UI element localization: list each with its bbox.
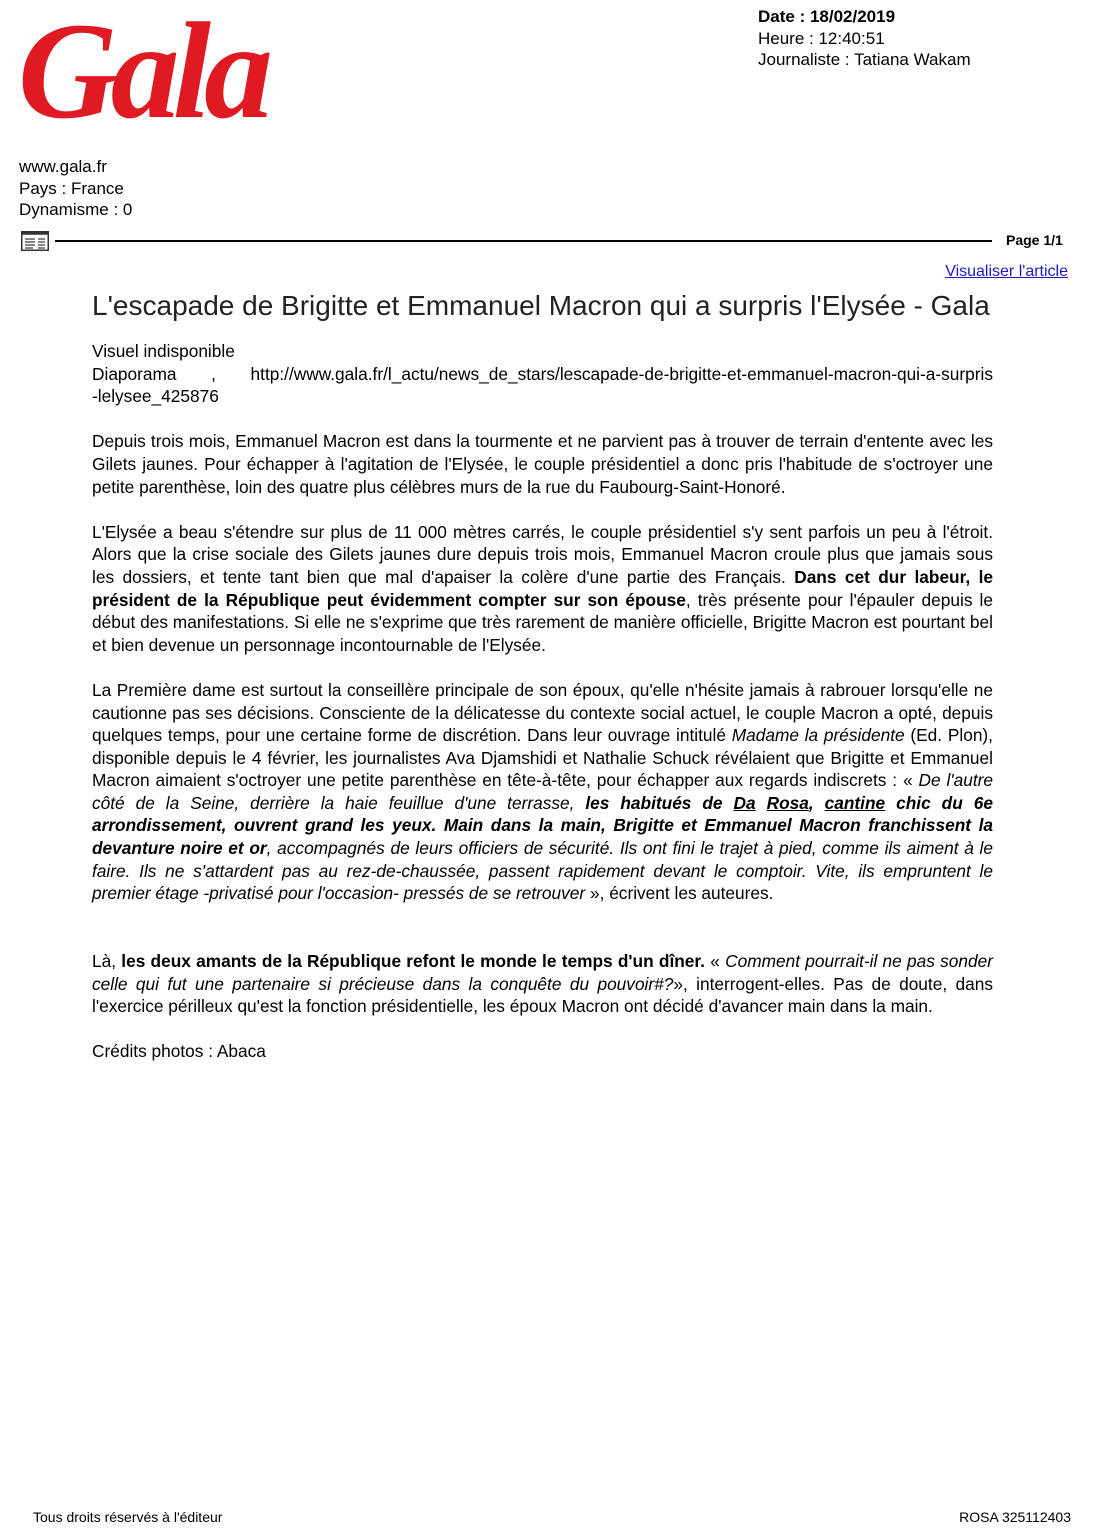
diaporama-label: Diaporama xyxy=(92,363,177,384)
p4-bold: les deux amants de la République refont le monde le temps d'un dîner. xyxy=(121,951,705,972)
paragraph-2 xyxy=(92,521,993,657)
paragraph-4 xyxy=(92,950,993,1018)
article-url: http://www.gala.fr/l_actu/news_de_stars/lescapade-de-brigitte-et-emmanuel-macron-qui-a-surpris-lelysee_425876 xyxy=(92,363,993,407)
footer-rights: Tous droits réservés à l'éditeur xyxy=(33,1509,223,1525)
da-link[interactable]: Da xyxy=(733,792,756,813)
p3-text: La Première dame est surtout la conseillère principale de son époux, qu'elle n'hésite jamais à rabrouer lorsqu'elle ne cautionne pas ses décisions. Consciente de la délicatesse du contexte social actuel, le couple Macron a opté, depuis quelques temps, pour une certaine forme de discrétion. Dans leur ouvrage intitulé xyxy=(92,679,993,746)
p3-bold-1: les habitués de xyxy=(585,792,723,813)
p4-quote: Comment pourrait-il ne pas sonder celle qui fut une partenaire si précieuse dans la conquête du pouvoir#? xyxy=(92,951,993,994)
diaporama-separator: , xyxy=(211,363,216,384)
source-info xyxy=(19,156,132,221)
article-body xyxy=(92,340,993,1063)
date-text: Date : 18/02/2019 xyxy=(758,7,896,26)
p2-text: L'Elysée a beau s'étendre sur plus de 11 000 mètres carrés, le couple présidentiel s'y sent parfois un peu à l'étroit. Alors que la crise sociale des Gilets jaunes dure depuis trois mois, Emmanuel Macron croule plus que jamais sous les dossiers, et tente tant bien que mal d'apaiser la colère d'une partie des Français. xyxy=(92,521,993,587)
time-text: Heure : 12:40:51 xyxy=(758,28,885,48)
visual-text: Visuel indisponible xyxy=(92,341,235,361)
p3-end: », écrivent les auteures. xyxy=(589,883,774,904)
p3-text-2: (Ed. Plon), disponible depuis le 4 février, les journalistes Ava Djamshidi et Nathalie Schuck révélaient que Brigitte et Emmanuel Macron aimaient s'octroyer une petite parenthèse en tête-à-tête, pour échapper aux regards indiscrets : « xyxy=(92,725,993,791)
spacer xyxy=(92,927,993,950)
p3-quote-2: , accompagnés de leurs officiers de sécurité. Ils ont fini le trajet à pied, comme ils aiment à le faire. Ils ne s'attardent pas au rez-de-chaussée, passent rapidement devant le comptoir. Vite, ils empruntent le premier étage -privatisé pour l'occasion- pressés de se retrouver xyxy=(92,838,993,904)
site-text: www.gala.fr xyxy=(19,157,107,176)
country-text: Pays : France xyxy=(19,178,124,198)
p3-quote-1: De l'autre côté de la Seine, derrière la haie feuillue d'une terrasse, xyxy=(92,770,993,813)
p3-comma: , xyxy=(808,792,814,813)
p2-bold: Dans cet dur labeur, le président de la République peut évidemment compter sur son épouse xyxy=(92,566,993,610)
header-rule xyxy=(55,240,992,242)
paragraph-3 xyxy=(92,679,993,905)
photo-credits: Crédits photos : Abaca xyxy=(92,1041,266,1062)
diaporama-line xyxy=(92,363,993,408)
gala-logo: Gala xyxy=(18,0,266,147)
p2-text-end: , très présente pour l'épauler depuis le début des manifestations. Si elle ne s'exprime que très rarement de manière officielle, Brigitte Macron est pourtant bel et bien devenue un personnage incontournable de l'Elysée. xyxy=(92,589,993,655)
article-title: L'escapade de Brigitte et Emmanuel Macron qui a surpris l'Elysée - Gala xyxy=(92,290,990,321)
p4-text-end: », interrogent-elles. Pas de doute, dans l'exercice périlleux qu'est la fonction présidentielle, les époux Macron ont décidé d'avancer main dans la main. xyxy=(92,973,993,1017)
cantine-link[interactable]: cantine xyxy=(824,792,886,813)
p4-text: Là, xyxy=(92,951,117,972)
p3-bold-2: chic du 6e arrondissement, ouvrent grand les yeux. Main dans la main, Brigitte et Emmanuel Macron franchissent la devanture noire et or xyxy=(92,792,993,859)
book-title: Madame la présidente xyxy=(731,725,905,746)
article xyxy=(92,288,993,1086)
view-article-link[interactable]: Visualiser l'article xyxy=(945,263,1068,280)
paragraph-1: Depuis trois mois, Emmanuel Macron est dans la tourmente et ne parvient pas à trouver de terrain d'entente avec les Gilets jaunes. Pour échapper à l'agitation de l'Elysée, le couple présidentiel a donc pris l'habitude de s'octroyer une petite parenthèse, loin des quatre plus célèbres murs de la rue du Faubourg-Saint-Honoré. xyxy=(92,431,993,497)
footer-reference: ROSA 325112403 xyxy=(959,1509,1071,1525)
journalist-text: Journaliste : Tatiana Wakam xyxy=(758,50,971,69)
p4-quote-open: « xyxy=(710,951,720,972)
page-number: Page 1/1 xyxy=(1006,232,1063,248)
document-icon xyxy=(21,231,49,251)
meta-header xyxy=(758,6,971,71)
dynamism-text: Dynamisme : 0 xyxy=(19,200,133,219)
rosa-link[interactable]: Rosa xyxy=(766,792,809,813)
